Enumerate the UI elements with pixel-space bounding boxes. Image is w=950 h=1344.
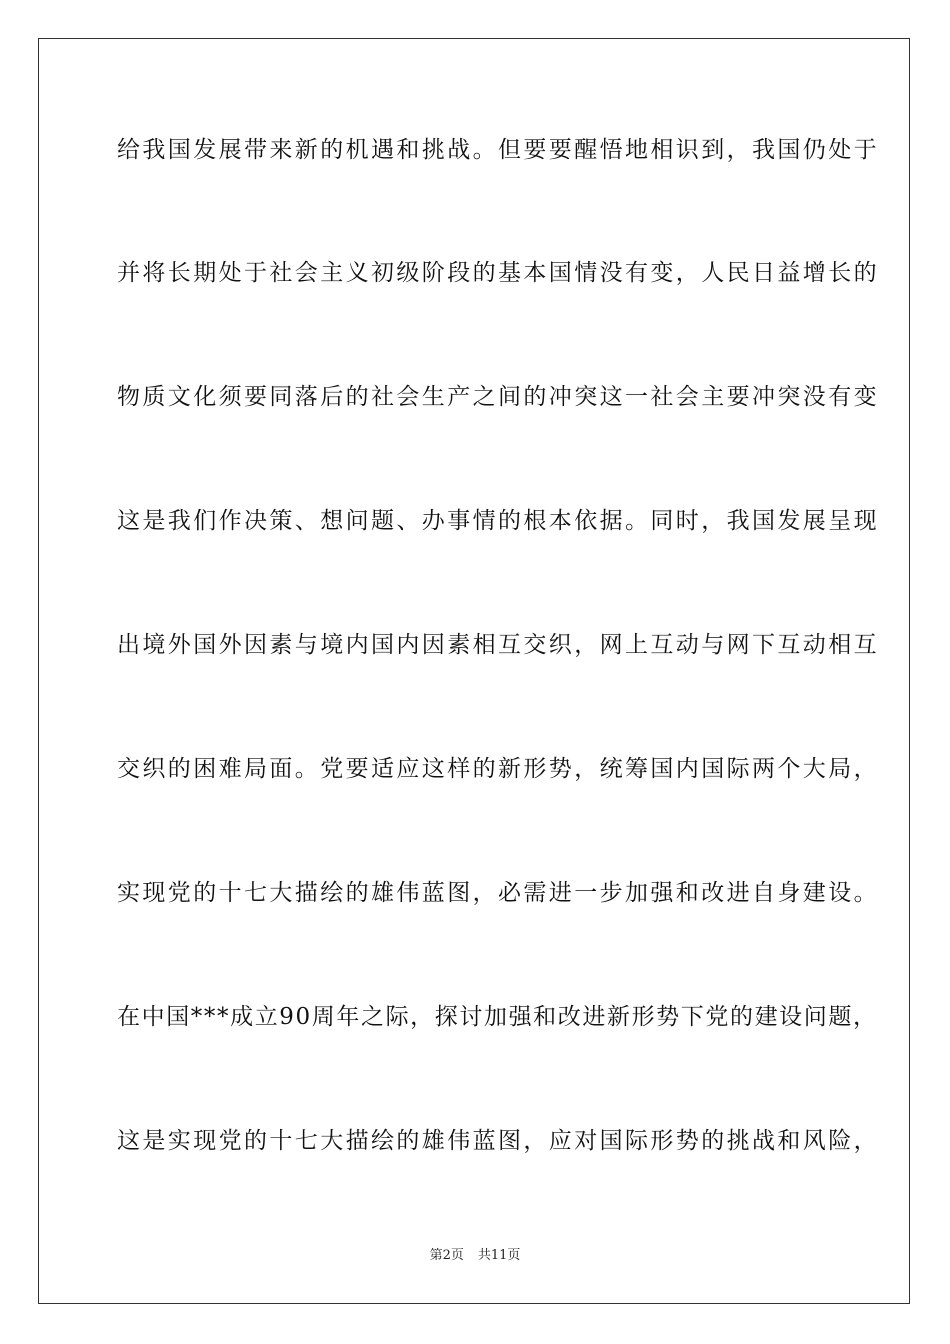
text-line: 物质文化须要同落后的社会生产之间的冲突这一社会主要冲突没有变 bbox=[117, 384, 879, 410]
text-line: 在中国***成立90周年之际，探讨加强和改进新形势下党的建设问题， bbox=[117, 1004, 878, 1030]
page-footer bbox=[0, 1247, 950, 1265]
text-line: 交织的困难局面。党要适应这样的新形势，统筹国内国际两个大局， bbox=[117, 756, 879, 782]
page-border bbox=[38, 38, 910, 1304]
text-line: 出境外国外因素与境内国内因素相互交织，网上互动与网下互动相互 bbox=[117, 632, 879, 658]
text-line: 这是实现党的十七大描绘的雄伟蓝图，应对国际形势的挑战和风险， bbox=[117, 1128, 879, 1154]
page-total: 共11页 bbox=[477, 1248, 521, 1263]
text-line: 实现党的十七大描绘的雄伟蓝图，必需进一步加强和改进自身建设。 bbox=[117, 880, 879, 906]
text-line: 给我国发展带来新的机遇和挑战。但要要醒悟地相识到，我国仍处于 bbox=[117, 137, 879, 163]
text-line: 并将长期处于社会主义初级阶段的基本国情没有变，人民日益增长的 bbox=[117, 260, 879, 286]
text-line: 这是我们作决策、想问题、办事情的根本依据。同时，我国发展呈现 bbox=[117, 508, 879, 534]
page-number: 第2页 bbox=[429, 1248, 464, 1263]
